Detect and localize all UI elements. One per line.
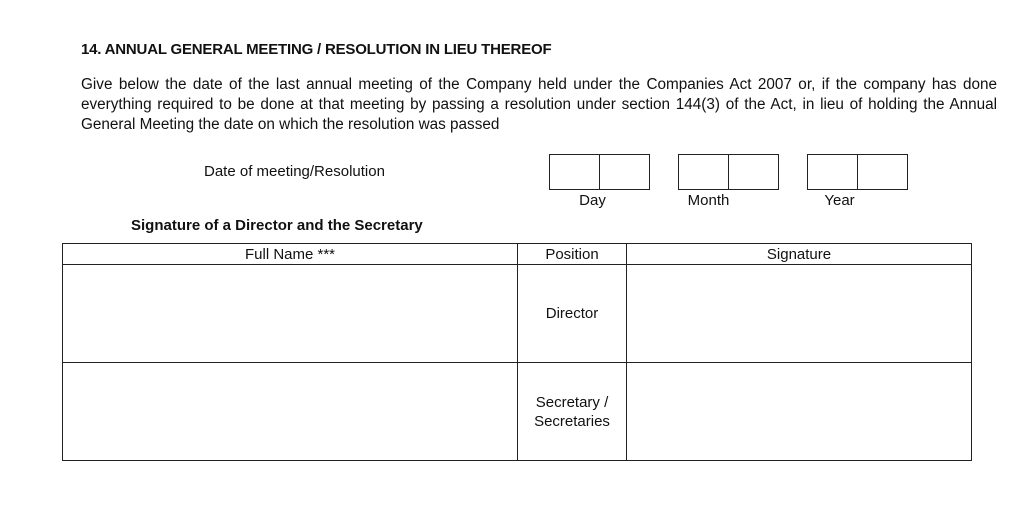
section-instructions: Give below the date of the last annual meeting of the Company held under the Companies Act 2007 or, if the company has done everything required to be done at that meeting by passing a resolution under section 144(3) of the Act, in lieu of holding the Annual General Meeting the date on which the resolution was passed [81,76,997,133]
day-input-boxes[interactable] [549,154,650,190]
month-digit-2-box[interactable] [728,155,778,189]
signature-table [62,243,972,461]
month-input-boxes[interactable] [678,154,779,190]
section-heading: 14. ANNUAL GENERAL MEETING / RESOLUTION IN LIEU THEREOF [81,41,552,58]
secretary-full-name-cell[interactable] [63,363,518,461]
full-name-column-header: Full Name *** [63,244,518,265]
month-caption: Month [687,192,730,209]
day-digit-1-box[interactable] [550,155,599,189]
director-full-name-cell[interactable] [63,265,518,363]
secretary-signature-cell[interactable] [627,363,972,461]
year-digit-1-box[interactable] [808,155,857,189]
position-column-header: Position [518,244,627,265]
month-digit-1-box[interactable] [679,155,728,189]
year-input-boxes[interactable] [807,154,908,190]
secretary-row [63,363,972,461]
director-position-cell [518,265,627,363]
year-caption: Year [824,192,855,209]
secretary-position-label-line1: Secretary / [535,393,609,411]
date-of-meeting-label: Date of meeting/Resolution [204,163,385,180]
day-caption: Day [579,192,606,209]
year-digit-2-box[interactable] [857,155,907,189]
signature-table-header-row [63,244,972,265]
signature-section-title: Signature of a Director and the Secretary [131,217,423,234]
signature-column-header: Signature [627,244,972,265]
secretary-position-cell [518,363,627,461]
director-row [63,265,972,363]
director-position-label: Director [545,305,599,322]
director-signature-cell[interactable] [627,265,972,363]
day-digit-2-box[interactable] [599,155,649,189]
secretary-position-label-line2: Secretaries [534,412,610,430]
